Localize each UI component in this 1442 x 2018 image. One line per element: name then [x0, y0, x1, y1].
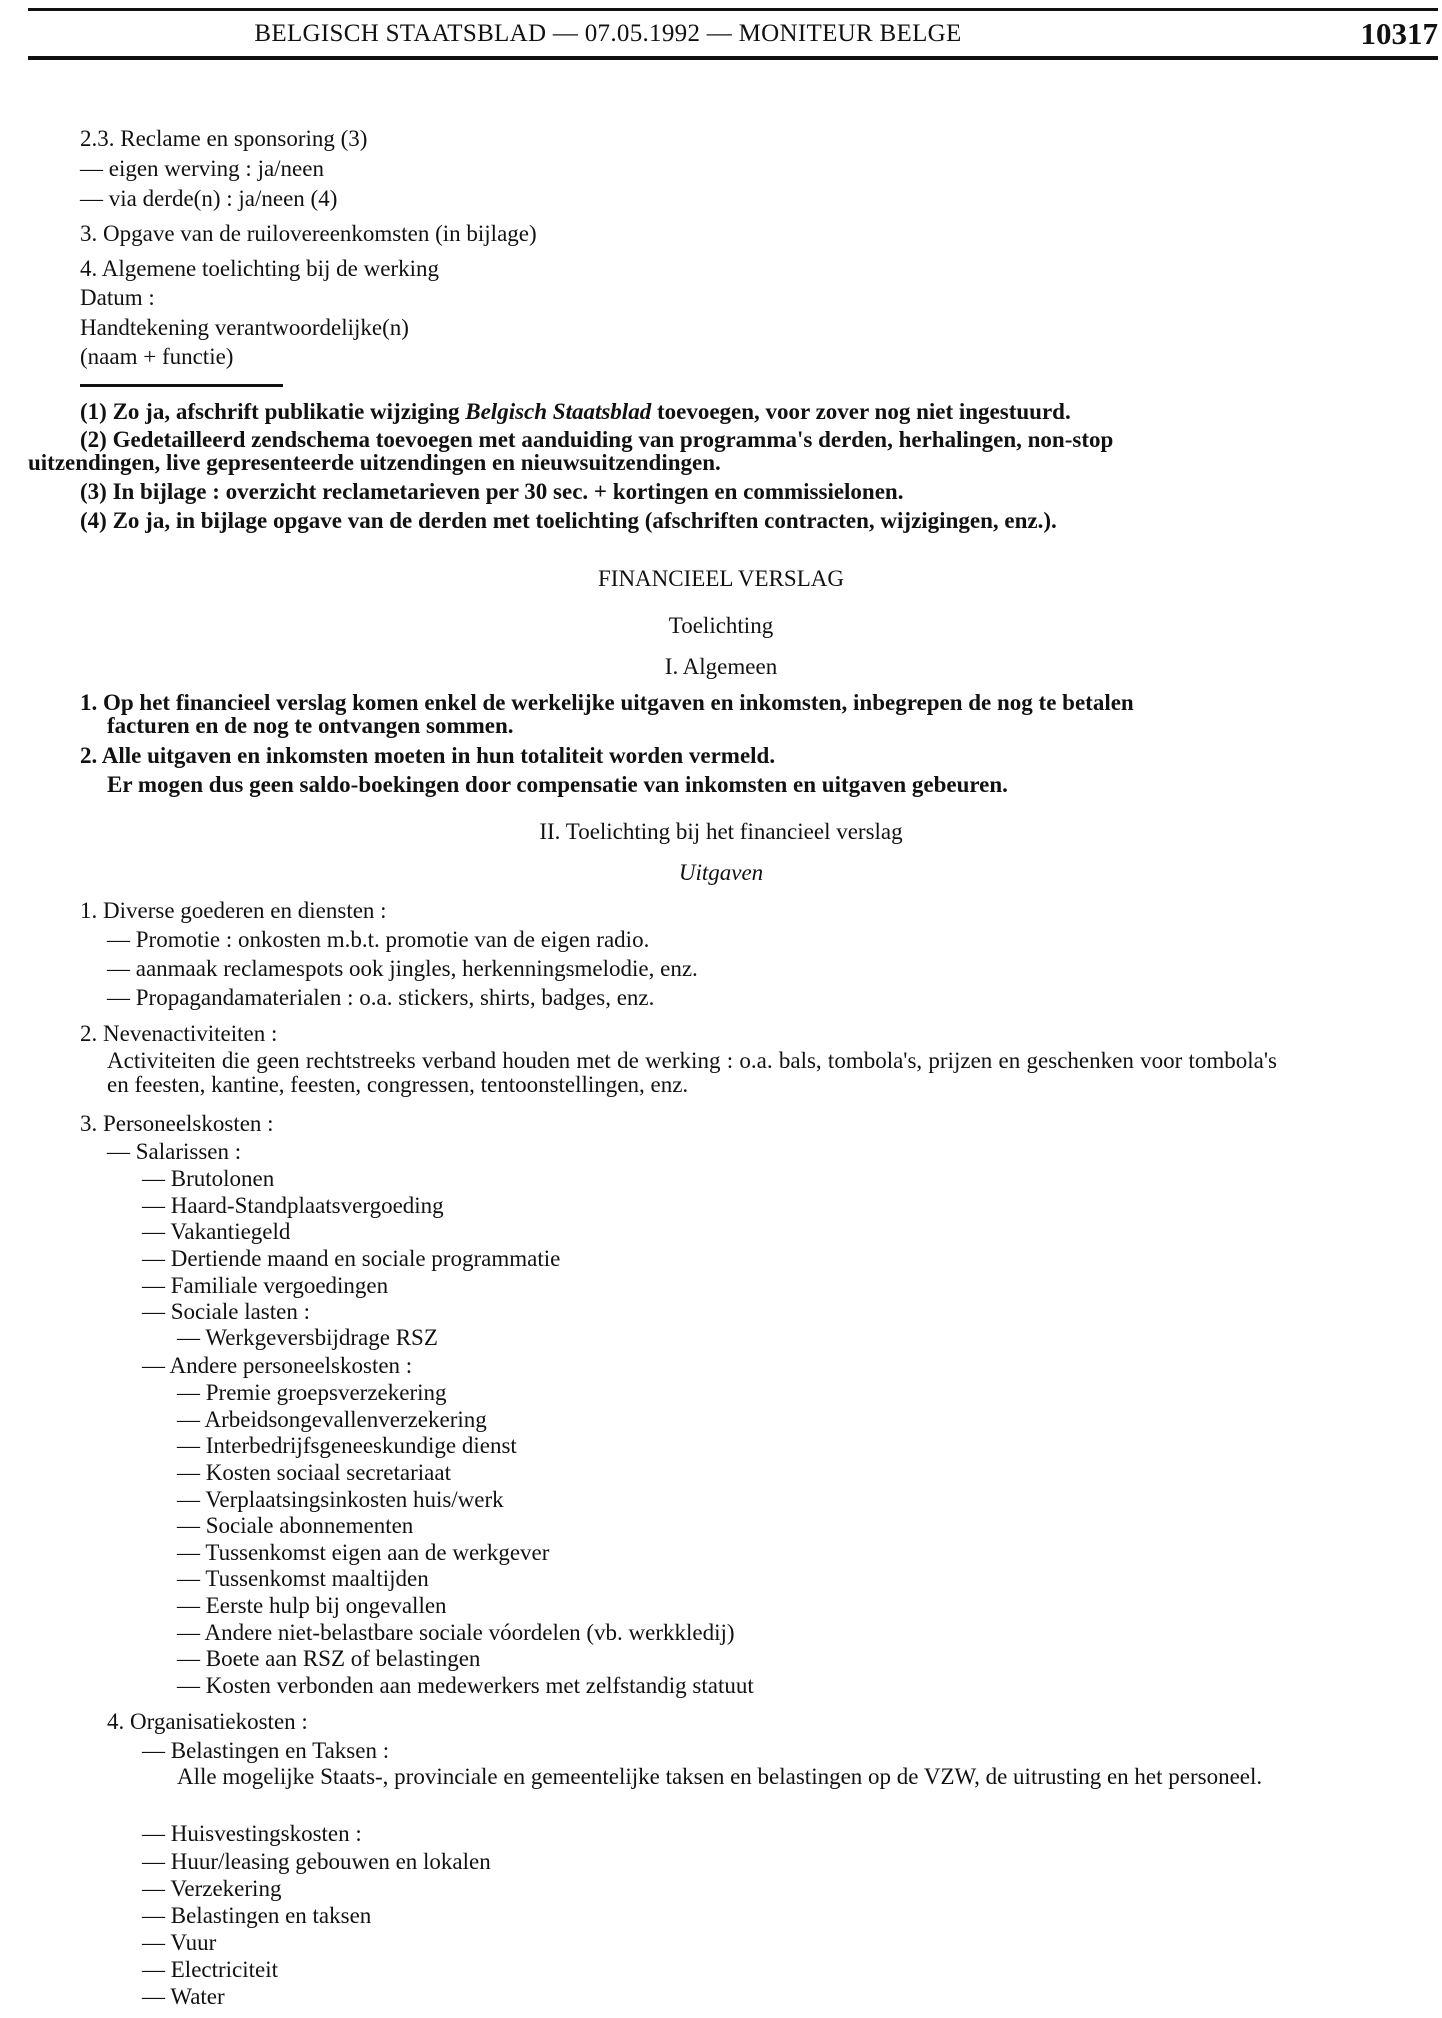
taksen-text: Alle mogelijke Staats-, provinciale en gemeentelijke taksen en belastingen op de VZW, de uitrusting en het personeel.	[177, 1764, 1263, 1789]
list-item: — Sociale abonnementen	[177, 1513, 414, 1538]
expense-2: 2. Nevenactiviteiten :	[80, 1021, 278, 1046]
list-item: — Vuur	[142, 1930, 217, 1955]
list-item: — Familiale vergoedingen	[142, 1273, 389, 1298]
section-2-3: 2.3. Reclame en sponsoring (3)	[80, 126, 368, 151]
expense-3: 3. Personeelskosten :	[80, 1111, 274, 1136]
expense-2-text: Activiteiten die geen rechtstreeks verband houden met de werking : o.a. bals, tombola's, prijzen en geschenken voor tombola's en feesten, kantine, feesten, congressen, tentoonstellingen, enz.	[107, 1048, 1277, 1097]
uitgaven-heading: Uitgaven	[678, 860, 764, 885]
list-item: — Verzekering	[142, 1876, 282, 1901]
paragraph-1-cont: facturen en de nog te ontvangen sommen.	[107, 713, 514, 738]
list-item: — Dertiende maand en sociale programmatie	[142, 1246, 561, 1271]
taksen-label: — Belastingen en Taksen :	[142, 1738, 390, 1763]
section-3: 3. Opgave van de ruilovereenkomsten (in bijlage)	[80, 221, 537, 246]
footnote-divider	[80, 384, 283, 387]
list-item: — eigen werving : ja/neen	[80, 156, 324, 181]
footnote-4: (4) Zo ja, in bijlage opgave van de derden met toelichting (afschriften contracten, wijzigingen, enz.).	[80, 508, 1057, 533]
part-2-heading: II. Toelichting bij het financieel verslag	[539, 819, 903, 844]
paragraph-2: 2. Alle uitgaven en inkomsten moeten in hun totaliteit worden vermeld.	[80, 743, 776, 768]
list-item: — Sociale lasten :	[142, 1299, 310, 1324]
list-item: — Huur/leasing gebouwen en lokalen	[142, 1849, 491, 1874]
page-header	[28, 8, 1438, 60]
signature-label: Handtekening verantwoordelijke(n)	[80, 315, 409, 340]
name-function-label: (naam + functie)	[80, 344, 234, 369]
page-number: 10317	[1360, 16, 1438, 51]
list-item: — Tussenkomst maaltijden	[177, 1566, 429, 1591]
list-item: — Huisvestingskosten :	[142, 1821, 362, 1846]
list-item: — Vakantiegeld	[142, 1219, 291, 1244]
list-item: — Belastingen en taksen	[142, 1903, 372, 1928]
date-label: Datum :	[80, 285, 155, 310]
list-item: — Brutolonen	[142, 1166, 275, 1191]
salarissen-label: — Salarissen :	[107, 1139, 242, 1164]
list-item: — Andere niet-belastbare sociale vóordelen (vb. werkkledij)	[177, 1620, 735, 1645]
list-item: — Electriciteit	[142, 1957, 279, 1982]
expense-4: 4. Organisatiekosten :	[107, 1709, 308, 1734]
paragraph-2-cont: Er mogen dus geen saldo-boekingen door compensatie van inkomsten en uitgaven gebeuren.	[107, 772, 1008, 797]
list-item: — Propagandamaterialen : o.a. stickers, shirts, badges, enz.	[107, 985, 655, 1010]
part-1-heading: I. Algemeen	[664, 654, 778, 679]
footnote-3: (3) In bijlage : overzicht reclametarieven per 30 sec. + kortingen en commissielonen.	[80, 479, 904, 504]
list-item: — aanmaak reclamespots ook jingles, herkenningsmelodie, enz.	[107, 956, 698, 981]
header-title: BELGISCH STAATSBLAD — 07.05.1992 — MONITEUR BELGE	[254, 20, 962, 47]
list-item: — via derde(n) : ja/neen (4)	[80, 186, 338, 211]
list-item: — Arbeidsongevallenverzekering	[177, 1407, 487, 1432]
footnote-1: (1) Zo ja, afschrift publikatie wijziging Belgisch Staatsblad toevoegen, voor zover nog niet ingestuurd.	[80, 399, 1071, 424]
section-4: 4. Algemene toelichting bij de werking	[80, 256, 439, 281]
list-item: — Werkgeversbijdrage RSZ	[177, 1325, 438, 1350]
list-item: — Tussenkomst eigen aan de werkgever	[177, 1540, 550, 1565]
subheading-toelichting: Toelichting	[668, 613, 774, 638]
paragraph-1: 1. Op het financieel verslag komen enkel de werkelijke uitgaven en inkomsten, inbegrepen de nog te betalen	[80, 690, 1134, 715]
list-item: — Kosten sociaal secretariaat	[177, 1460, 451, 1485]
list-item: — Boete aan RSZ of belastingen	[177, 1646, 481, 1671]
list-item: — Promotie : onkosten m.b.t. promotie van de eigen radio.	[107, 927, 650, 952]
list-item: — Verplaatsingsinkosten huis/werk	[177, 1487, 504, 1512]
financial-heading: FINANCIEEL VERSLAG	[598, 566, 844, 591]
footnote-2: (2) Gedetailleerd zendschema toevoegen met aanduiding van programma's derden, herhalingen, non-stop	[80, 427, 1114, 452]
list-item: — Eerste hulp bij ongevallen	[177, 1593, 447, 1618]
andere-label: — Andere personeelskosten :	[142, 1353, 413, 1378]
footnote-2-cont: uitzendingen, live gepresenteerde uitzendingen en nieuwsuitzendingen.	[28, 450, 721, 475]
list-item: — Kosten verbonden aan medewerkers met zelfstandig statuut	[177, 1673, 754, 1698]
expense-1: 1. Diverse goederen en diensten :	[80, 898, 387, 923]
list-item: — Interbedrijfsgeneeskundige dienst	[177, 1433, 517, 1458]
list-item: — Water	[142, 1984, 225, 2009]
list-item: — Haard-Standplaatsvergoeding	[142, 1193, 444, 1218]
list-item: — Premie groepsverzekering	[177, 1380, 447, 1405]
